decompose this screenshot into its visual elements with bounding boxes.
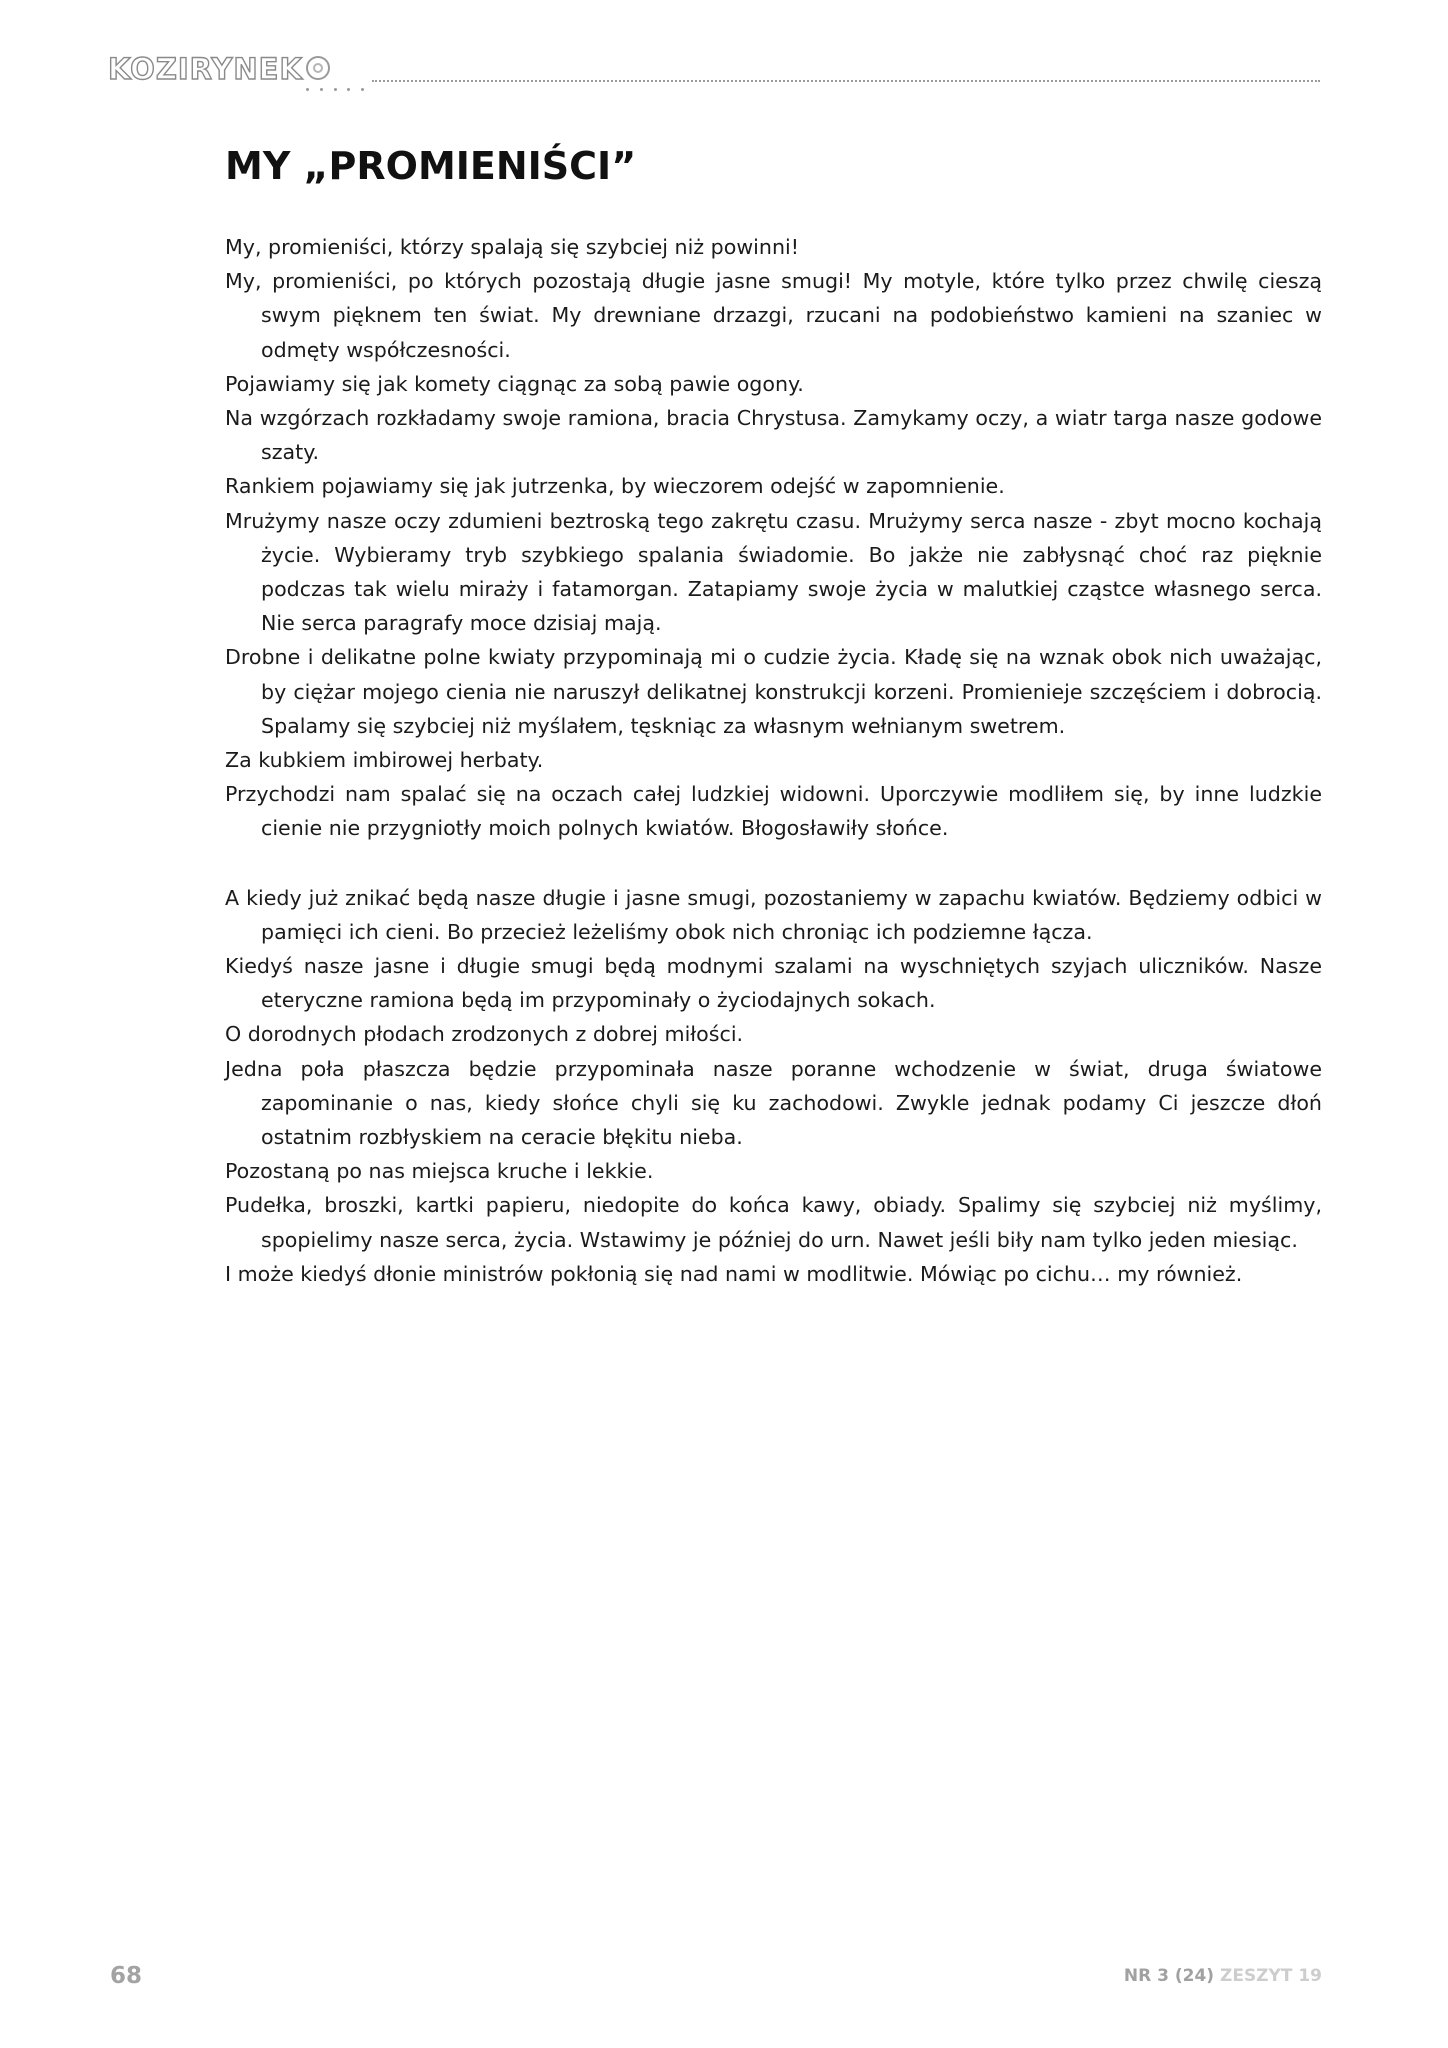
article-title: MY „PROMIENIŚCI” <box>225 144 637 188</box>
section-gap <box>225 846 1322 881</box>
paragraph: Jedna poła płaszcza będzie przypominała nasze poranne wchodzenie w świat, druga światowe zapominanie o nas, kiedy słońce chyli się ku zachodowi. Zwykle jednak podamy Ci jeszcze dłoń ostatnim rozbłyskiem na ceracie błękitu nieba. <box>225 1056 1322 1150</box>
page-number: 68 <box>110 1963 143 1989</box>
paragraph: A kiedy już znikać będą nasze długie i jasne smugi, pozostaniemy w zapachu kwiatów. Będziemy odbici w pamięci ich cieni. Bo przecież leżeliśmy obok nich chroniąc ich podziemne łącza. <box>225 885 1322 944</box>
paragraph: Przychodzi nam spalać się na oczach całej ludzkiej widowni. Uporczywie modliłem się, by inne ludzkie cienie nie przygniotły moich polnych kwiatów. Błogosławiły słońce. <box>225 782 1322 841</box>
paragraph: Na wzgórzach rozkładamy swoje ramiona, bracia Chrystusa. Zamykamy oczy, a wiatr targa nasze godowe szaty. <box>225 406 1322 465</box>
paragraph: Kiedyś nasze jasne i długie smugi będą modnymi szalami na wyschniętych szyjach uliczników. Nasze eteryczne ramiona będą im przypominały o życiodajnych sokach. <box>225 954 1322 1013</box>
gear-icon <box>306 56 330 80</box>
paragraph: Pojawiamy się jak komety ciągnąc za sobą pawie ogony. <box>225 371 804 396</box>
paragraph: My, promieniści, którzy spalają się szybciej niż powinni! <box>225 235 799 259</box>
paragraph: Pudełka, broszki, kartki papieru, niedopite do końca kawy, obiady. Spalimy się szybciej niż myślimy, spopielimy nasze serca, życia. Wstawimy je później do urn. Nawet jeśli biły nam tylko jeden miesiąc. <box>225 1193 1322 1252</box>
header-dotted-rule <box>372 80 1320 82</box>
article-section-1 <box>225 230 1322 846</box>
paragraph: O dorodnych płodach zrodzonych z dobrej miłości. <box>225 1022 744 1047</box>
page-header <box>108 52 1320 92</box>
paragraph: Mrużymy nasze oczy zdumieni beztroską tego zakrętu czasu. Mrużymy serca nasze - zbyt mocno kochają życie. Wybieramy tryb szybkiego spalania świadomie. Bo jakże nie zabłysnąć choć raz pięknie podczas tak wielu miraży i fatamorgan. Zatapiamy swoje życia w malutkiej cząstce własnego serca. Nie serca paragrafy moce dzisiaj mają. <box>225 508 1322 636</box>
issue-info <box>1124 1966 1322 1986</box>
paragraph: Pozostaną po nas miejsca kruche i lekkie. <box>225 1159 654 1184</box>
article-section-2 <box>225 881 1322 1291</box>
paragraph: Drobne i delikatne polne kwiaty przypominają mi o cudzie życia. Kładę się na wznak obok nich uważając, by ciężar mojego cienia nie naruszył delikatnej konstrukcji korzeni. Promienieje szczęściem i dobrocią. Spalamy się szybciej niż myślałem, tęskniąc za własnym wełnianym swetrem. <box>225 645 1322 738</box>
issue-number: NR 3 (24) <box>1123 1966 1215 1986</box>
logo-dots <box>306 88 364 94</box>
logo-text: KOZIRYNEK <box>108 52 303 86</box>
paragraph: I może kiedyś dłonie ministrów pokłonią się nad nami w modlitwie. Mówiąc po cichu… my również. <box>225 1261 1243 1286</box>
kozirynek-logo <box>108 52 330 86</box>
paragraph: Za kubkiem imbirowej herbaty. <box>225 748 544 773</box>
volume-label: ZESZYT 19 <box>1220 1966 1322 1986</box>
article <box>225 142 1322 1291</box>
paragraph: My, promieniści, po których pozostają długie jasne smugi! My motyle, które tylko przez chwilę cieszą swym pięknem ten świat. My drewniane drzazgi, rzucani na podobieństwo kamieni na szaniec w odmęty współczesności. <box>225 269 1322 362</box>
paragraph: Rankiem pojawiamy się jak jutrzenka, by wieczorem odejść w zapomnienie. <box>225 474 1005 499</box>
